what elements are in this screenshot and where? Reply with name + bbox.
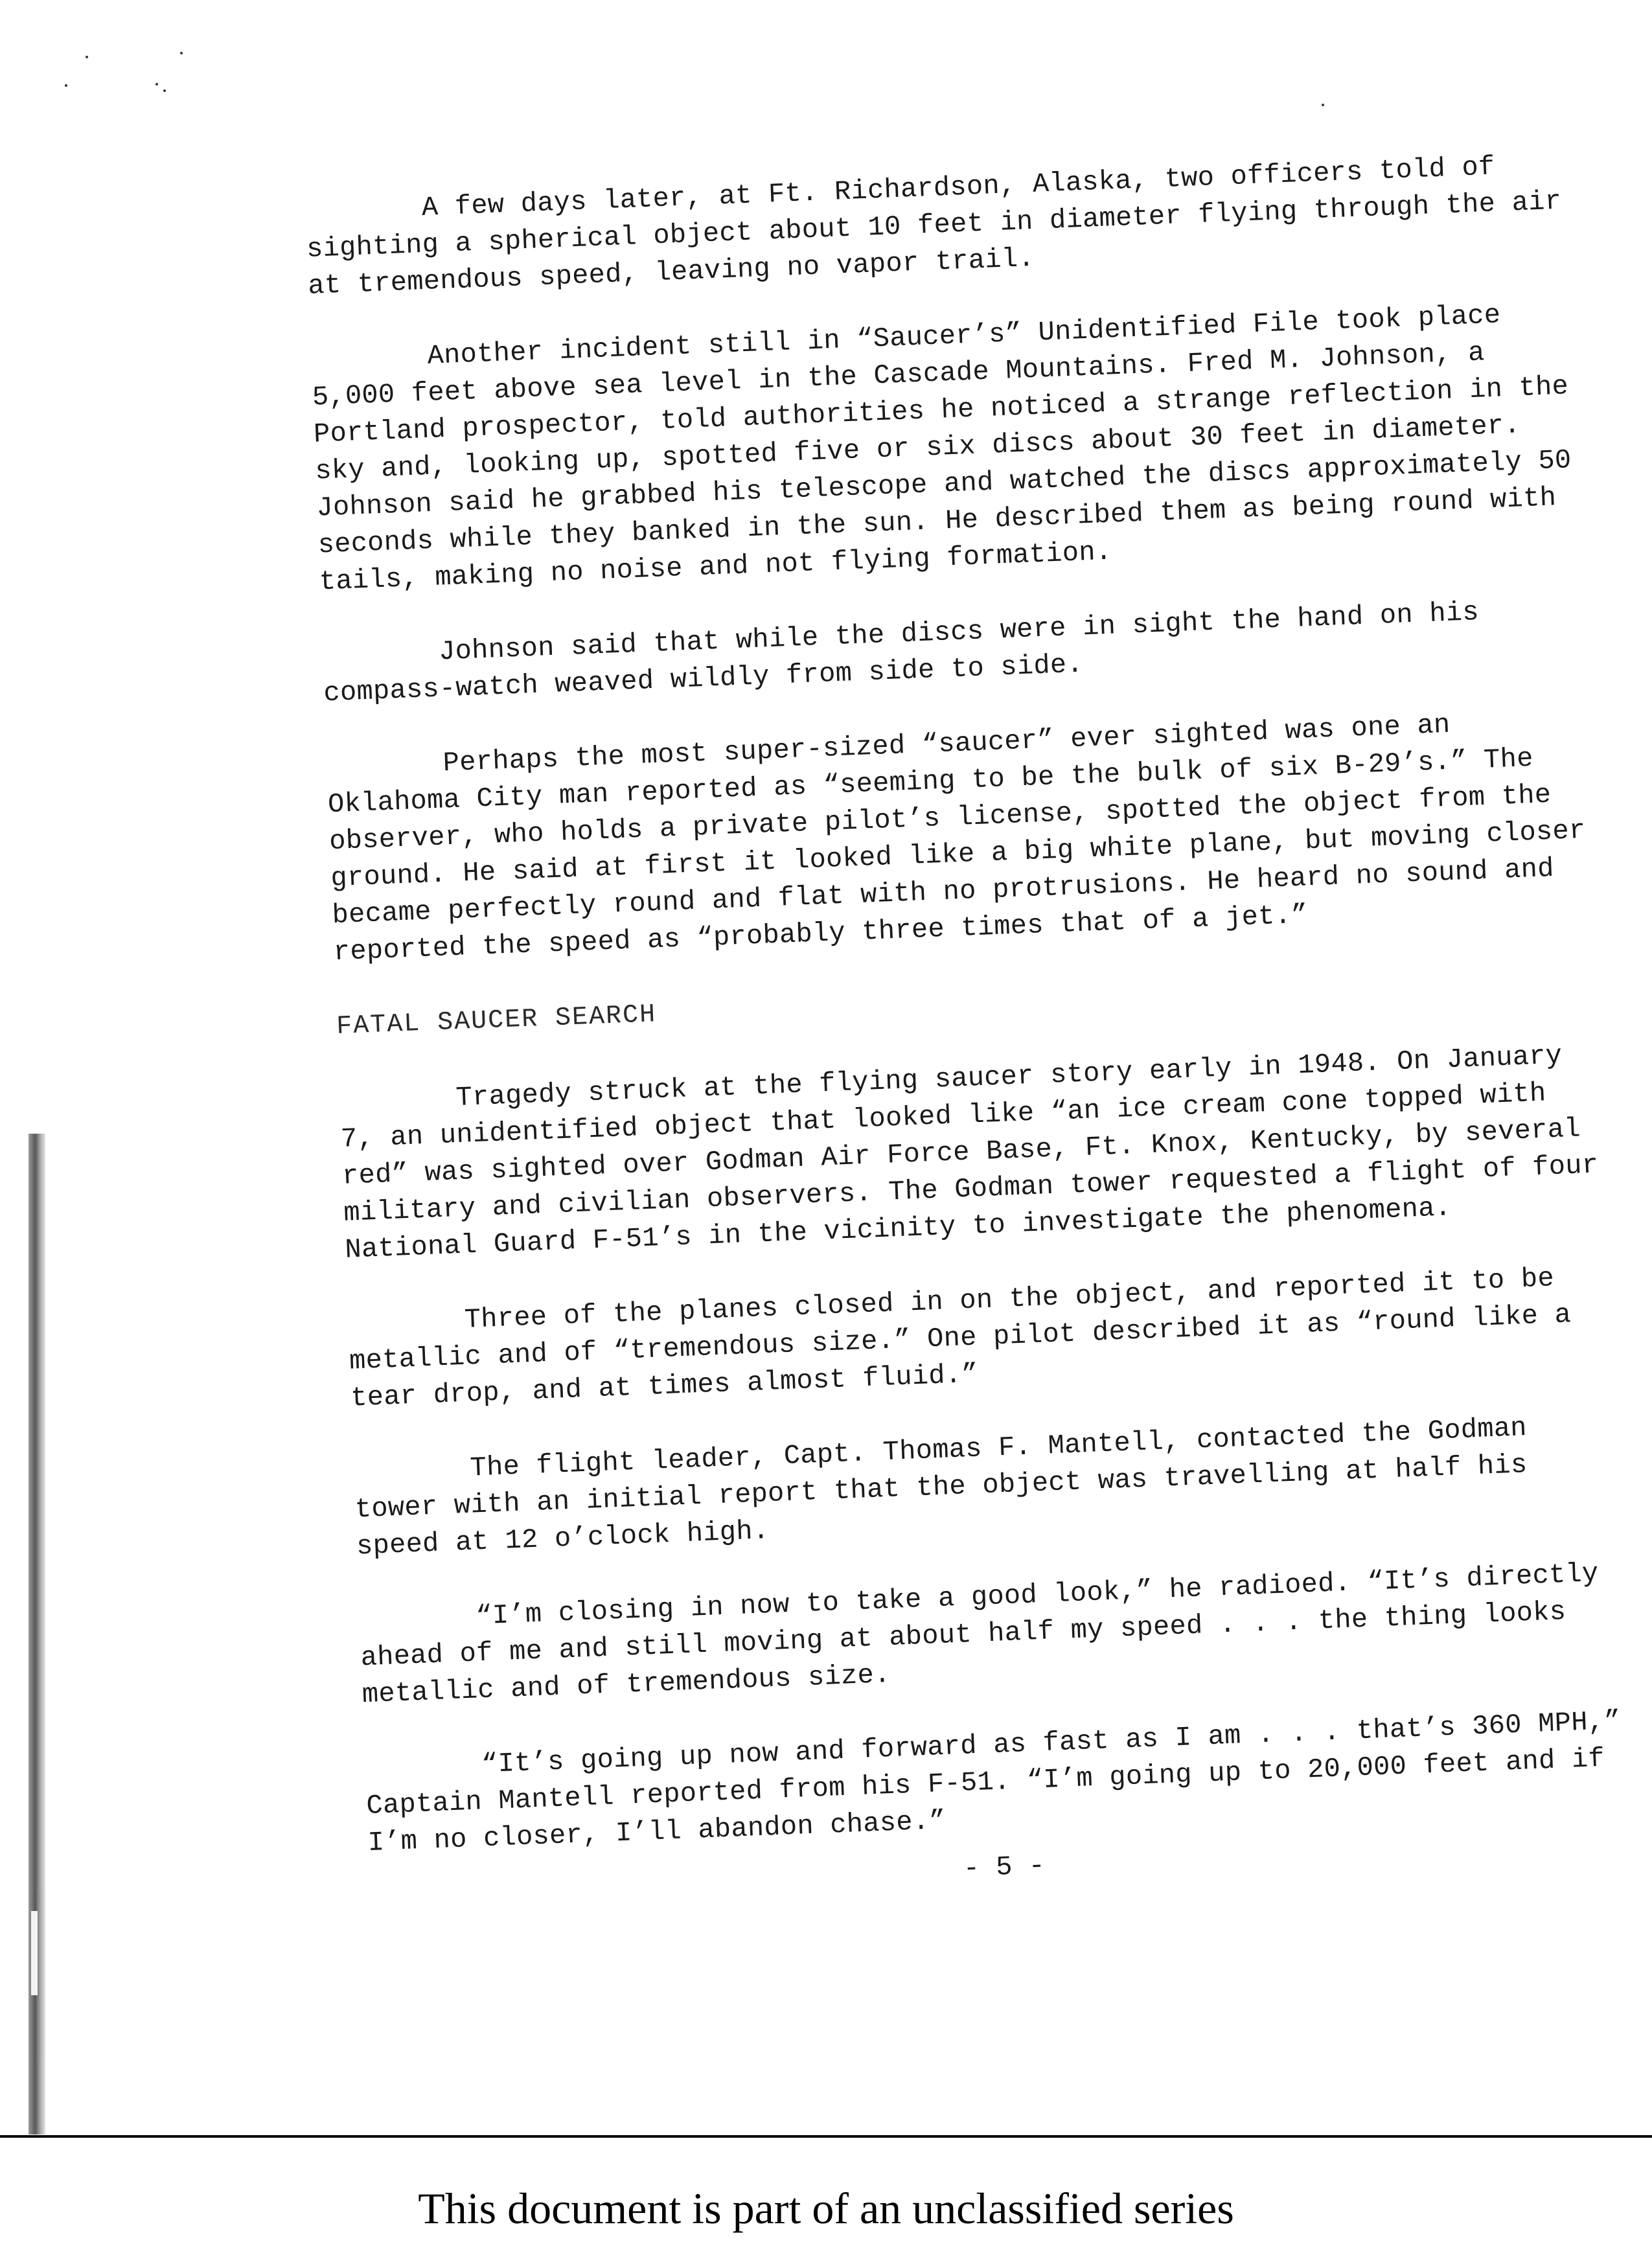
paragraph-compass-watch: Johnson said that while the discs were in sight the hand on his compass-watch weaved wildly from side to side. xyxy=(323,596,1480,709)
paragraph-ft-richardson: A few days later, at Ft. Richardson, Alaska, two officers told of sighting a spherical object about 10 feet in diameter flying through the air at tremendous speed, leaving no vapor trail. xyxy=(306,151,1563,302)
binding-edge-shadow xyxy=(29,1134,45,2134)
paragraph-godman-tragedy: Tragedy struck at the flying saucer story early in 1948. On January 7, an unidentified object that looked like “an ice cream cone topped with red” was sighted over Godman Air Force Base, Ft. Knox, Kentucky, by several military and civilian observers. The Godman tower requested a flight of four National Guard F-51’s in the vicinity to investigate the phenomena. xyxy=(340,1040,1600,1266)
paragraph-cascade-mountains: Another incident still in “Saucer’s” Unidentified File took place 5,000 feet above sea level in the Cascade Mountains. Fred M. Johnson, a Portland prospector, told authorities he noticed a strange reflection in the sky and, looking up, spotted five or six discs about 30 feet in diameter. Johnson said he grabbed his telescope and watched the discs approximately 50 seconds while they banked in the sun. He described them as being round with tails, making no noise and not flying formation. xyxy=(312,299,1572,598)
paragraph-flight-leader: The flight leader, Capt. Thomas F. Mantell, contacted the Godman tower with an initial report that the object was travelling at half his speed at 12 o’clock high. xyxy=(354,1412,1528,1562)
paragraph-abandon-chase: “It’s going up now and forward as fast as I am . . . that’s 360 MPH,” Captain Mantell reported from his F-51. “I’m going up to 20,000 feet and if I’m no closer, I’ll abandon chase.” xyxy=(365,1705,1622,1859)
paragraph-radio-quote: “I’m closing in now to take a good look,” he radioed. “It’s directly ahead of me and still moving at about half my speed . . . the thing looks metallic and of tremendous size. xyxy=(360,1557,1600,1711)
document-body xyxy=(304,146,1639,1910)
paragraph-planes-closed-in: Three of the planes closed in on the object, and reported it to be metallic and of “tremendous size.” One pilot described it as “round like a tear drop, and at times almost fluid.” xyxy=(349,1263,1572,1414)
paragraph-oklahoma-city: Perhaps the most super-sized “saucer” ever sighted was one an Oklahoma City man reported as “seeming to be the bulk of six B-29’s.” The observer, who holds a private pilot’s license, spotted the object from the ground. He said at first it looked like a big white plane, but moving closer became perfectly round and flat with no protrusions. He heard no sound and reported the speed as “probably three times that of a jet.” xyxy=(327,709,1587,968)
section-heading: FATAL SAUCER SEARCH xyxy=(336,1000,657,1042)
page-number: - 5 - xyxy=(963,1850,1046,1884)
footer-divider xyxy=(0,2135,1652,2138)
footer-caption: This document is part of an unclassified series xyxy=(418,2184,1234,2233)
